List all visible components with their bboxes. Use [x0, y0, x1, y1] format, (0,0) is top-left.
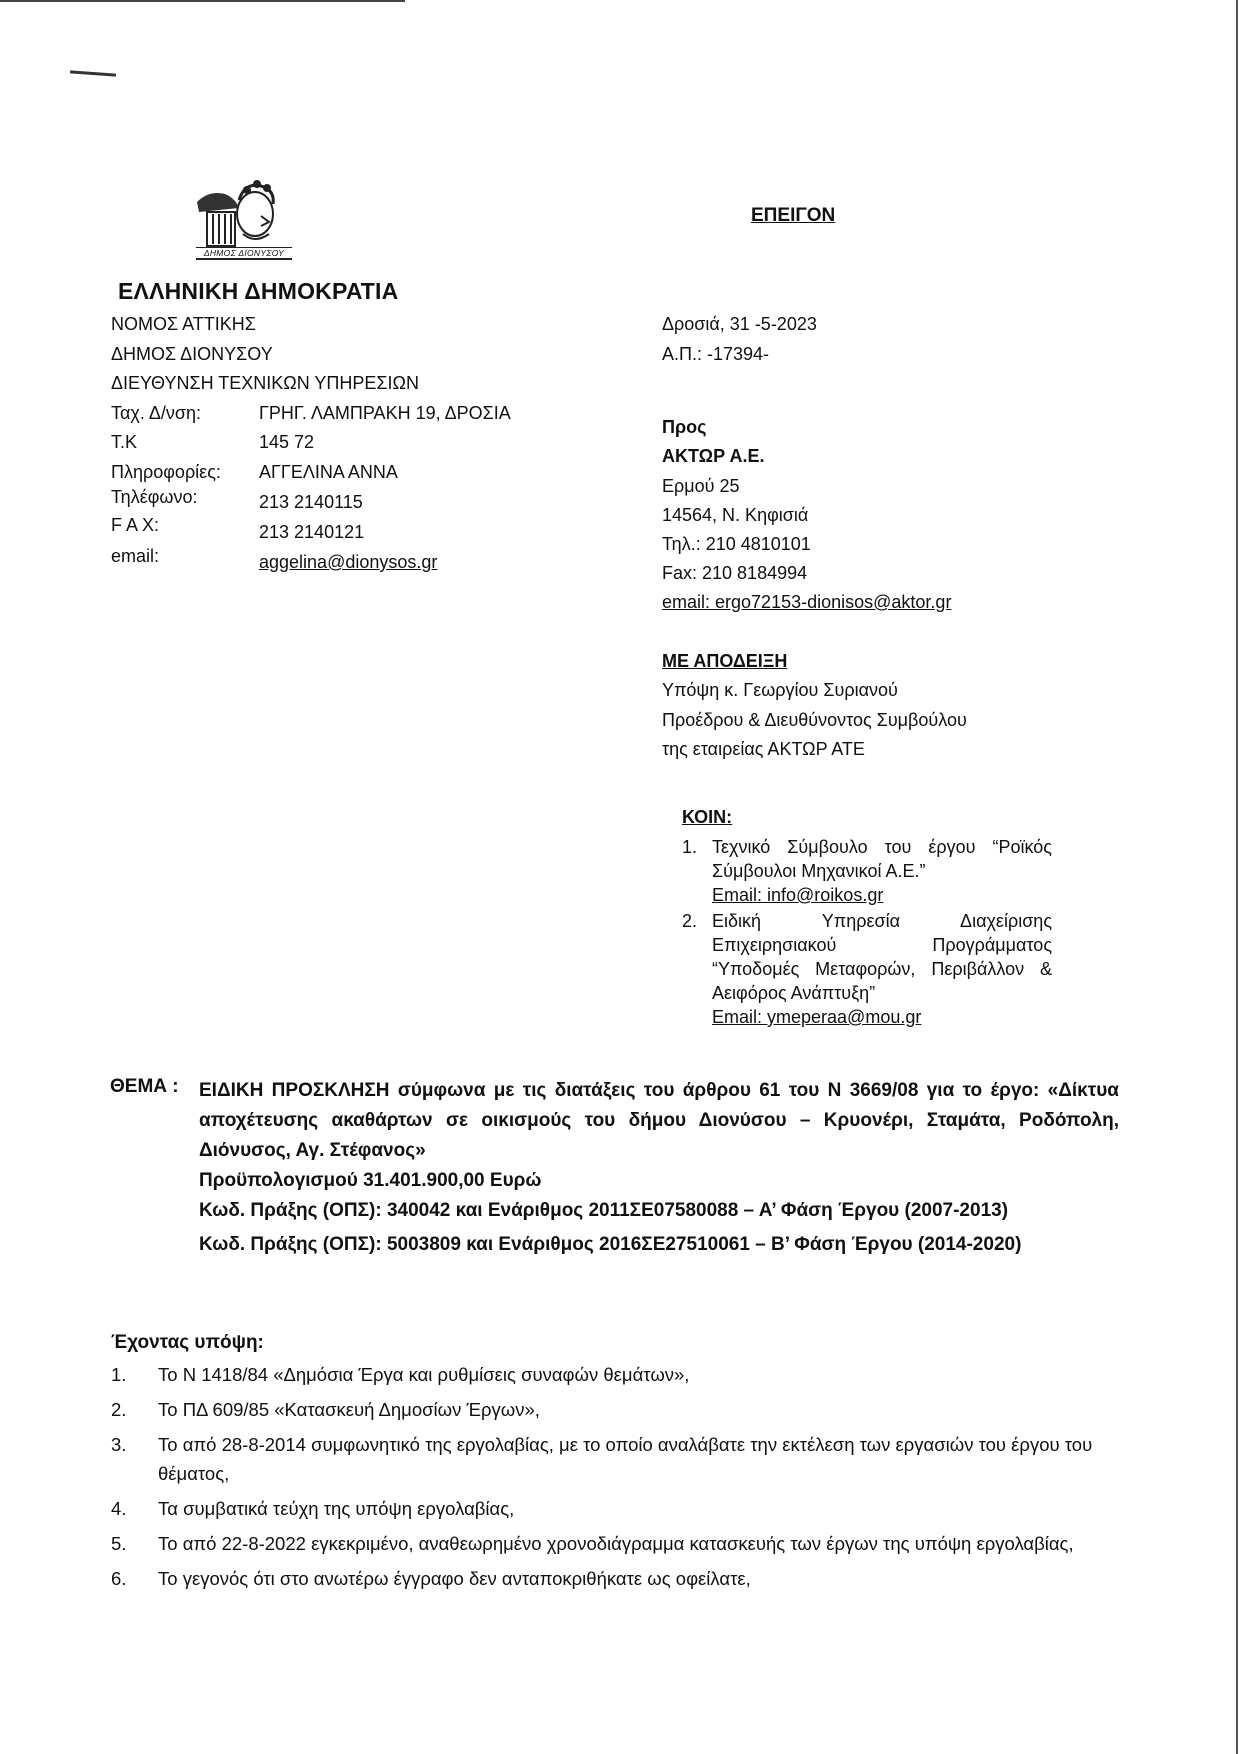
recipient-phone: Τηλ.: 210 4810101	[662, 534, 811, 554]
koin-list	[682, 835, 1052, 1029]
receipt-line-1: Υπόψη κ. Γεωργίου Συριανού	[662, 680, 898, 700]
subject-code-a: Κωδ. Πράξης (ΟΠΣ): 340042 και Ενάριθμος 2011ΣΕ07580088 – Α’ Φάση Έργου (2007-2013)	[199, 1200, 1009, 1221]
postcode-label: Τ.Κ	[111, 432, 138, 452]
subject-code-b: Κωδ. Πράξης (ΟΠΣ): 5003809 και Ενάριθμος 2016ΣΕ27510061 – Β’ Φάση Έργου (2014-2020)	[199, 1234, 1022, 1255]
address-label: Ταχ. Δ/νση:	[111, 403, 202, 423]
receipt-line-3: της εταιρείας ΑΚΤΩΡ ΑΤΕ	[662, 739, 865, 759]
list-item	[111, 1529, 1121, 1558]
list-item-text: Το ΠΔ 609/85 «Κατασκευή Δημοσίων Έργων»,	[158, 1399, 540, 1420]
directorate: ΔΙΕΥΘΥΝΣΗ ΤΕΧΝΙΚΩΝ ΥΠΗΡΕΣΙΩΝ	[111, 373, 419, 393]
list-item	[111, 1430, 1121, 1488]
list-item-number: 3.	[111, 1434, 127, 1455]
to-label: Προς	[662, 417, 707, 437]
recipient-street: Ερμού 25	[662, 476, 740, 496]
postcode-value: 145 72	[259, 432, 315, 452]
list-item-text: Το γεγονός ότι στο ανωτέρω έγγραφο δεν ανταποκριθήκατε ως οφείλατε,	[158, 1568, 751, 1589]
list-item-number: 2.	[111, 1399, 127, 1420]
list-item-text: Το από 28-8-2014 συμφωνητικό της εργολαβίας, με το οποίο αναλάβατε την εκτέλεση των εργασιών του έργου του θέματος,	[158, 1434, 1093, 1484]
prefecture: ΝΟΜΟΣ ΑΤΤΙΚΗΣ	[111, 314, 256, 334]
email-label: email:	[111, 546, 160, 566]
email-link[interactable]: aggelina@dionysos.gr	[259, 552, 438, 572]
urgent-label: ΕΠΕΙΓΟΝ	[751, 205, 836, 226]
list-item-number: 1.	[111, 1364, 127, 1385]
koin-item-email[interactable]: Email: ymeperaa@mou.gr	[712, 1007, 922, 1027]
koin-label: ΚΟΙΝ:	[682, 807, 733, 827]
info-value: ΑΓΓΕΛΙΝΑ ΑΝΝΑ	[259, 462, 398, 482]
list-item-number: 4.	[111, 1498, 127, 1519]
considering-list	[111, 1360, 1121, 1599]
subject-title: ΕΙΔΙΚΗ ΠΡΟΣΚΛΗΣΗ σύμφωνα με τις διατάξεις του άρθρου 61 του Ν 3669/08 για το έργο: «Δίκτυα αποχέτευσης ακαθάρτων σε οικισμούς του δήμου Διονύσου – Κρυονέρι, Σταμάτα, Ροδόπολη, Διόνυσος, Αγ. Στέφανος»	[199, 1080, 1119, 1161]
koin-item-number: 2.	[682, 911, 698, 931]
koin-item-text: Ειδική Υπηρεσία Διαχείρισης Επιχειρησιακού Προγράμματος “Υποδομές Μεταφορών, Περιβάλλον & Αειφόρος Ανάπτυξη”	[712, 911, 1052, 1003]
protocol-number: Α.Π.: -17394-	[662, 344, 770, 364]
receipt-label: ΜΕ ΑΠΟΔΕΙΞΗ	[662, 651, 788, 671]
logo-caption: ΔΗΜΟΣ ΔΙΟΝΥΣΟΥ	[196, 247, 292, 260]
recipient-name: ΑΚΤΩΡ Α.Ε.	[662, 446, 765, 466]
considering-label: Έχοντας υπόψη:	[111, 1332, 264, 1353]
fax-label: F A X:	[111, 515, 160, 535]
scan-edge-right	[1236, 0, 1238, 1754]
scan-edge-top	[0, 0, 405, 2]
koin-item	[682, 835, 1052, 907]
recipient-fax: Fax: 210 8184994	[662, 563, 808, 583]
koin-item-email[interactable]: Email: info@roikos.gr	[712, 885, 884, 905]
info-label: Πληροφορίες:	[111, 462, 221, 482]
subject-body	[199, 1076, 1119, 1260]
municipality: ΔΗΜΟΣ ΔΙΟΝΥΣΟΥ	[111, 344, 273, 364]
list-item	[111, 1395, 1121, 1424]
koin-item	[682, 909, 1052, 1029]
list-item	[111, 1360, 1121, 1389]
list-item	[111, 1564, 1121, 1593]
subject-budget: Προϋπολογισμού 31.401.900,00 Ευρώ	[199, 1170, 542, 1191]
recipient-email[interactable]: email: ergo72153-dionisos@aktor.gr	[662, 592, 952, 612]
list-item-text: Τα συμβατικά τεύχη της υπόψη εργολαβίας,	[158, 1498, 515, 1519]
address-value: ΓΡΗΓ. ΛΑΜΠΡΑΚΗ 19, ΔΡΟΣΙΑ	[259, 403, 511, 423]
list-item-text: Το Ν 1418/84 «Δημόσια Έργα και ρυθμίσεις συναφών θεμάτων»,	[158, 1364, 690, 1385]
country-heading: ΕΛΛΗΝΙΚΗ ΔΗΜΟΚΡΑΤΙΑ	[118, 278, 399, 304]
subject-label: ΘΕΜΑ :	[110, 1076, 179, 1097]
list-item-number: 6.	[111, 1568, 127, 1589]
list-item	[111, 1494, 1121, 1523]
koin-item-number: 1.	[682, 837, 698, 857]
phone-label: Τηλέφωνο:	[111, 487, 198, 507]
recipient-city: 14564, Ν. Κηφισιά	[662, 505, 809, 525]
list-item-number: 5.	[111, 1533, 127, 1554]
fax-value: 213 2140121	[259, 522, 365, 542]
koin-item-text: Τεχνικό Σύμβουλο του έργου “Ροϊκός Σύμβουλοι Μηχανικοί Α.Ε.”	[712, 837, 1052, 881]
phone-value: 213 2140115	[259, 492, 363, 512]
scan-mark	[70, 70, 116, 76]
list-item-text: Το από 22-8-2022 εγκεκριμένο, αναθεωρημένο χρονοδιάγραμμα κατασκευής των έργων της υπόψη εργολαβίας,	[158, 1533, 1074, 1554]
date-line: Δροσιά, 31 -5-2023	[662, 314, 817, 334]
receipt-line-2: Προέδρου & Διευθύνοντος Συμβούλου	[662, 710, 967, 730]
